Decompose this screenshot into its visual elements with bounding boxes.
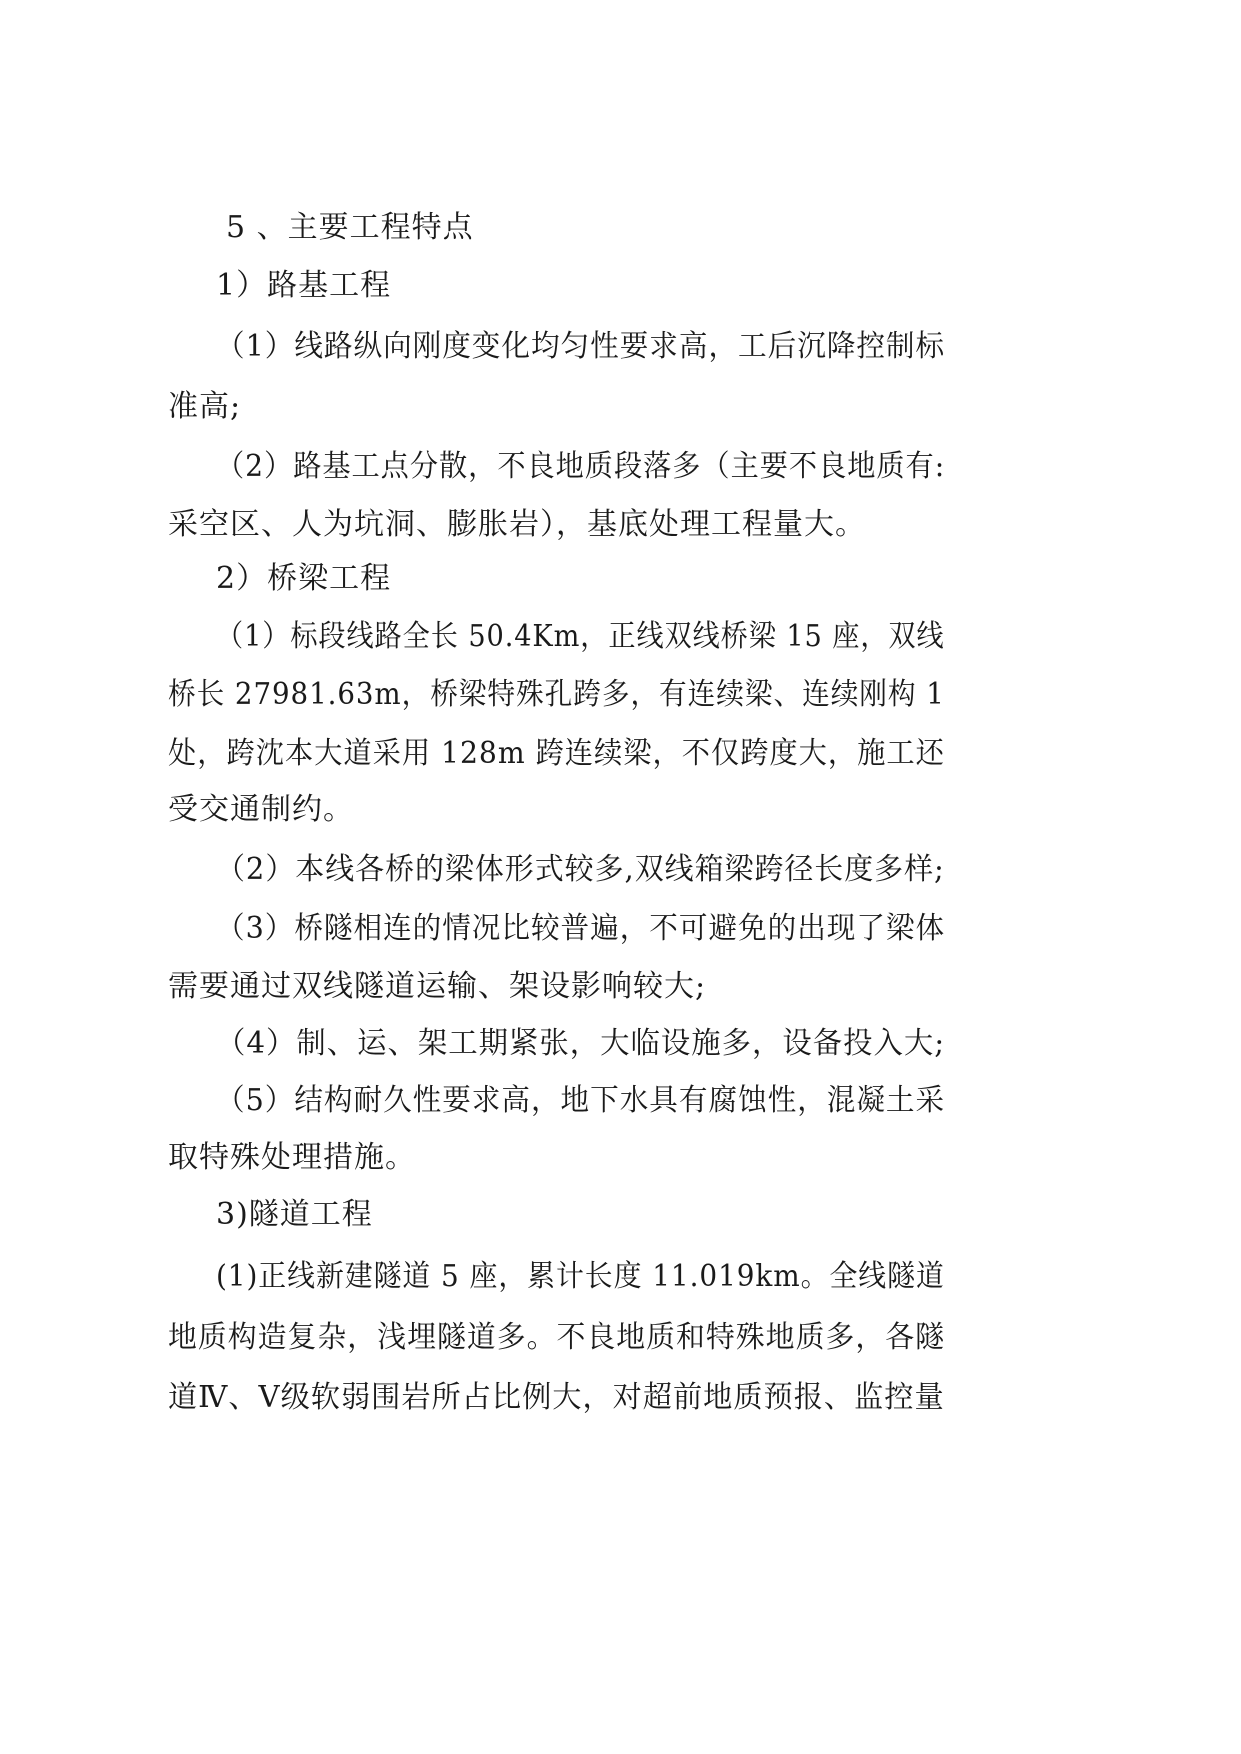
bridge-item4-line1: （4）制、运、架工期紧张，大临设施多，设备投入大; — [216, 1026, 946, 1061]
bridge-heading: 2）桥梁工程 — [216, 561, 392, 596]
bridge-item3-line2: 需要通过双线隧道运输、架设影响较大; — [168, 969, 707, 1004]
subgrade-item2-line1: （2）路基工点分散，不良地质段落多（主要不良地质有: — [216, 449, 946, 484]
tunnel-item1-line2: 地质构造复杂，浅埋隧道多。不良地质和特殊地质多，各隧 — [168, 1320, 945, 1355]
subgrade-item1-line1: （1）线路纵向刚度变化均匀性要求高，工后沉降控制标 — [216, 329, 946, 364]
bridge-item1-line1: （1）标段线路全长 50.4Km，正线双线桥梁 15 座，双线 — [216, 619, 945, 654]
bridge-item1-line4: 受交通制约。 — [168, 792, 354, 827]
bridge-item5-line1: （5）结构耐久性要求高，地下水具有腐蚀性，混凝土采 — [216, 1083, 946, 1118]
tunnel-heading: 3)隧道工程 — [216, 1197, 373, 1232]
bridge-item1-line2: 桥长 27981.63m，桥梁特殊孔跨多，有连续梁、连续刚构 1 — [168, 677, 945, 712]
subgrade-heading: 1）路基工程 — [216, 268, 392, 303]
subgrade-item2-line2: 采空区、人为坑洞、膨胀岩），基底处理工程量大。 — [168, 507, 866, 542]
bridge-item2-line1: （2）本线各桥的梁体形式较多,双线箱梁跨径长度多样; — [216, 852, 945, 887]
tunnel-item1-line3: 道Ⅳ、Ⅴ级软弱围岩所占比例大，对超前地质预报、监控量 — [168, 1380, 945, 1415]
tunnel-item1-line1: (1)正线新建隧道 5 座，累计长度 11.019km。全线隧道 — [216, 1259, 945, 1294]
bridge-item1-line3: 处，跨沈本大道采用 128m 跨连续梁，不仅跨度大，施工还 — [168, 736, 945, 771]
subgrade-item1-line2: 准高; — [168, 389, 242, 424]
section-heading: 5 、主要工程特点 — [226, 210, 474, 245]
bridge-item5-line2: 取特殊处理措施。 — [168, 1140, 416, 1175]
bridge-item3-line1: （3）桥隧相连的情况比较普遍，不可避免的出现了梁体 — [216, 911, 946, 946]
